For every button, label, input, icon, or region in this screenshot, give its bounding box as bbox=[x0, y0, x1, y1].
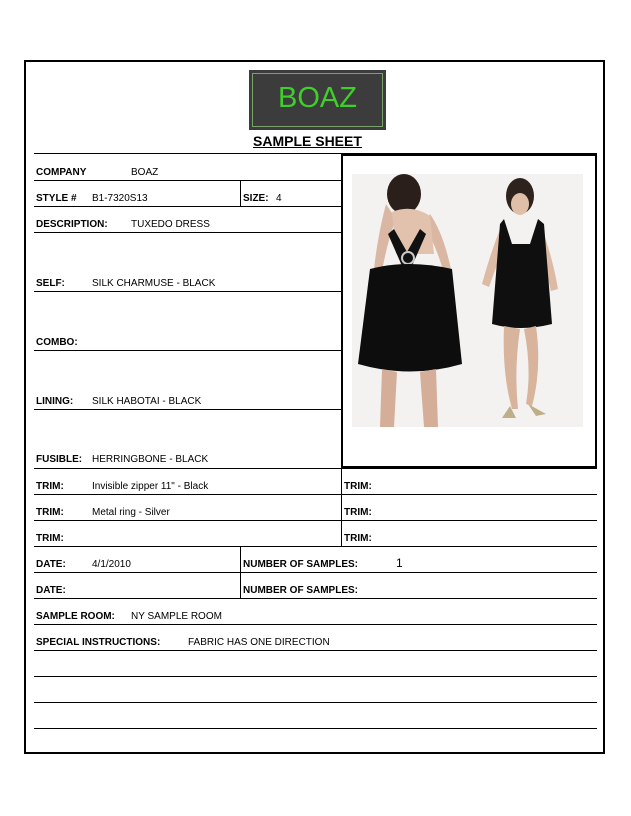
rule bbox=[34, 350, 341, 351]
date-value: 4/1/2010 bbox=[92, 559, 131, 570]
trim-label: TRIM: bbox=[344, 533, 372, 544]
rule bbox=[34, 572, 597, 573]
trim-label: TRIM: bbox=[36, 507, 64, 518]
samples-value: 1 bbox=[396, 556, 403, 570]
trim-label: TRIM: bbox=[36, 481, 64, 492]
style-value: B1-7320S13 bbox=[92, 193, 148, 204]
date-label: DATE: bbox=[36, 559, 66, 570]
trim-value: Metal ring - Silver bbox=[92, 507, 170, 518]
rule bbox=[34, 650, 597, 651]
rule bbox=[34, 206, 341, 207]
rule bbox=[34, 520, 597, 521]
self-value: SILK CHARMUSE - BLACK bbox=[92, 278, 216, 289]
size-label: SIZE: bbox=[243, 193, 269, 204]
samples-label: NUMBER OF SAMPLES: bbox=[243, 559, 358, 570]
combo-label: COMBO: bbox=[36, 337, 78, 348]
size-value: 4 bbox=[276, 193, 282, 204]
lining-label: LINING: bbox=[36, 396, 74, 407]
samples-label: NUMBER OF SAMPLES: bbox=[243, 585, 358, 596]
rule bbox=[34, 232, 341, 233]
special-instructions-label: SPECIAL INSTRUCTIONS: bbox=[36, 637, 161, 648]
rule bbox=[34, 468, 597, 469]
lining-value: SILK HABOTAI - BLACK bbox=[92, 396, 202, 407]
dress-photo bbox=[352, 174, 583, 427]
rule bbox=[34, 676, 597, 677]
rule bbox=[34, 598, 597, 599]
trim-label: TRIM: bbox=[344, 507, 372, 518]
rule bbox=[34, 291, 341, 292]
fusible-label: FUSIBLE: bbox=[36, 454, 83, 465]
rule bbox=[34, 494, 597, 495]
style-label: STYLE # bbox=[36, 193, 77, 204]
rule bbox=[34, 546, 597, 547]
rule bbox=[34, 728, 597, 729]
description-value: TUXEDO DRESS bbox=[131, 219, 210, 230]
divider bbox=[341, 468, 342, 546]
rule bbox=[34, 702, 597, 703]
date-label: DATE: bbox=[36, 585, 66, 596]
rule bbox=[34, 180, 341, 181]
rule bbox=[34, 624, 597, 625]
rule bbox=[34, 409, 341, 410]
self-label: SELF: bbox=[36, 278, 65, 289]
brand-logo bbox=[249, 70, 386, 130]
divider bbox=[240, 546, 241, 598]
fusible-value: HERRINGBONE - BLACK bbox=[92, 454, 209, 465]
description-label: DESCRIPTION: bbox=[36, 219, 108, 230]
sample-room-label: SAMPLE ROOM: bbox=[36, 611, 115, 622]
trim-label: TRIM: bbox=[344, 481, 372, 492]
trim-value: Invisible zipper 11" - Black bbox=[92, 481, 209, 492]
logo-text: BOAZ bbox=[278, 82, 357, 114]
special-instructions-value: FABRIC HAS ONE DIRECTION bbox=[188, 637, 330, 648]
divider bbox=[240, 180, 241, 206]
company-label: COMPANY bbox=[36, 167, 87, 178]
sample-room-value: NY SAMPLE ROOM bbox=[131, 611, 222, 622]
trim-label: TRIM: bbox=[36, 533, 64, 544]
company-value: BOAZ bbox=[131, 167, 159, 178]
sheet-title: SAMPLE SHEET bbox=[253, 133, 362, 149]
